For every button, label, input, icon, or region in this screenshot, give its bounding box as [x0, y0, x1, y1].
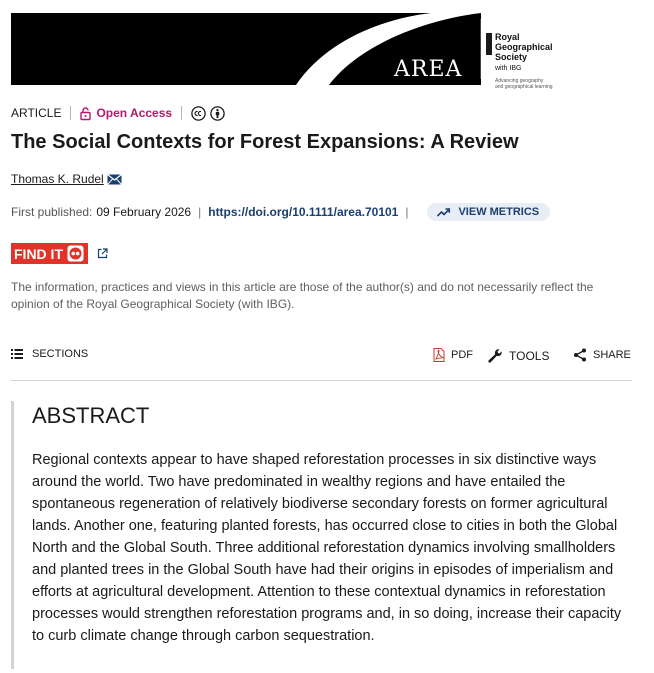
creative-commons-icon[interactable] — [191, 106, 206, 121]
pdf-icon — [433, 348, 445, 362]
tools-button[interactable] — [487, 348, 549, 364]
findit-label: FIND IT — [14, 245, 63, 262]
sections-button[interactable] — [11, 348, 88, 360]
divider: | — [198, 205, 202, 219]
society-name: Royal Geographical Society — [495, 32, 553, 62]
author-row — [11, 172, 122, 186]
doi-link[interactable]: https://doi.org/10.1111/area.70101 — [208, 205, 399, 219]
pdf-button[interactable] — [433, 348, 473, 362]
pdf-label: PDF — [451, 349, 473, 361]
open-access-label: Open Access — [96, 106, 173, 120]
article-title: The Social Contexts for Forest Expansions: A Review — [11, 131, 519, 153]
divider — [70, 106, 71, 120]
published-date: 09 February 2026 — [96, 205, 192, 219]
journal-wordmark: AREA — [394, 57, 463, 82]
view-metrics-button[interactable] — [427, 203, 550, 221]
external-link-icon[interactable] — [97, 248, 108, 259]
view-metrics-label: VIEW METRICS — [458, 206, 540, 218]
article-meta-row — [11, 104, 225, 122]
abstract-heading: ABSTRACT — [32, 403, 150, 428]
findit-button[interactable] — [11, 243, 88, 264]
findit-logo-icon — [67, 245, 84, 262]
society-suffix: with IBG — [495, 65, 522, 72]
license-icons[interactable] — [191, 106, 225, 121]
tools-label: TOOLS — [509, 349, 550, 363]
article-toolbar — [11, 346, 632, 368]
author-link[interactable]: Thomas K. Rudel — [11, 172, 104, 186]
abstract-body: Regional contexts appear to have shaped reforestation processes in six distinctive ways around the world. Two have predominated in wealthy regions and have entailed the spontaneous regeneration of relatively biodiverse secondary forests on former agricultural lands. Another one, featuring planted forests, has occurred close to cities in both the Global North and the Global South. Three additional reforestation dynamics involving smallholders and planted trees in the Global South have had their origins in episodes of imperialism and efforts at agricultural development. Attention to these contextual dynamics in reforestation processes would strengthen reforestation programs and, in so doing, increase their capacity to curb climate change through carbon sequestration. — [32, 452, 622, 644]
society-crest-icon — [485, 33, 493, 55]
list-icon — [11, 349, 23, 359]
share-icon — [573, 348, 587, 362]
journal-banner[interactable] — [11, 13, 553, 90]
email-icon[interactable] — [107, 174, 122, 185]
published-label: First published: — [11, 205, 93, 219]
unlock-icon — [80, 107, 91, 120]
trend-up-icon — [437, 208, 450, 217]
attribution-icon[interactable] — [210, 106, 225, 121]
divider: | — [405, 205, 409, 219]
publication-row — [11, 201, 550, 223]
toolbar-divider — [11, 380, 632, 381]
article-type: ARTICLE — [11, 106, 62, 120]
sections-label: SECTIONS — [32, 348, 89, 360]
society-tagline: Advancing geography and geographical learning — [495, 78, 553, 90]
abstract-accent-bar — [11, 401, 14, 669]
open-access-badge — [80, 106, 172, 120]
share-label: SHARE — [593, 349, 631, 361]
society-disclaimer: The information, practices and views in this article are those of the author(s) and do not necessarily reflect the opinion of the Royal Geographical Society (with IBG). — [11, 280, 594, 311]
wrench-icon — [487, 348, 503, 364]
divider — [181, 106, 182, 120]
share-button[interactable] — [573, 348, 631, 362]
findit-row — [11, 243, 108, 264]
